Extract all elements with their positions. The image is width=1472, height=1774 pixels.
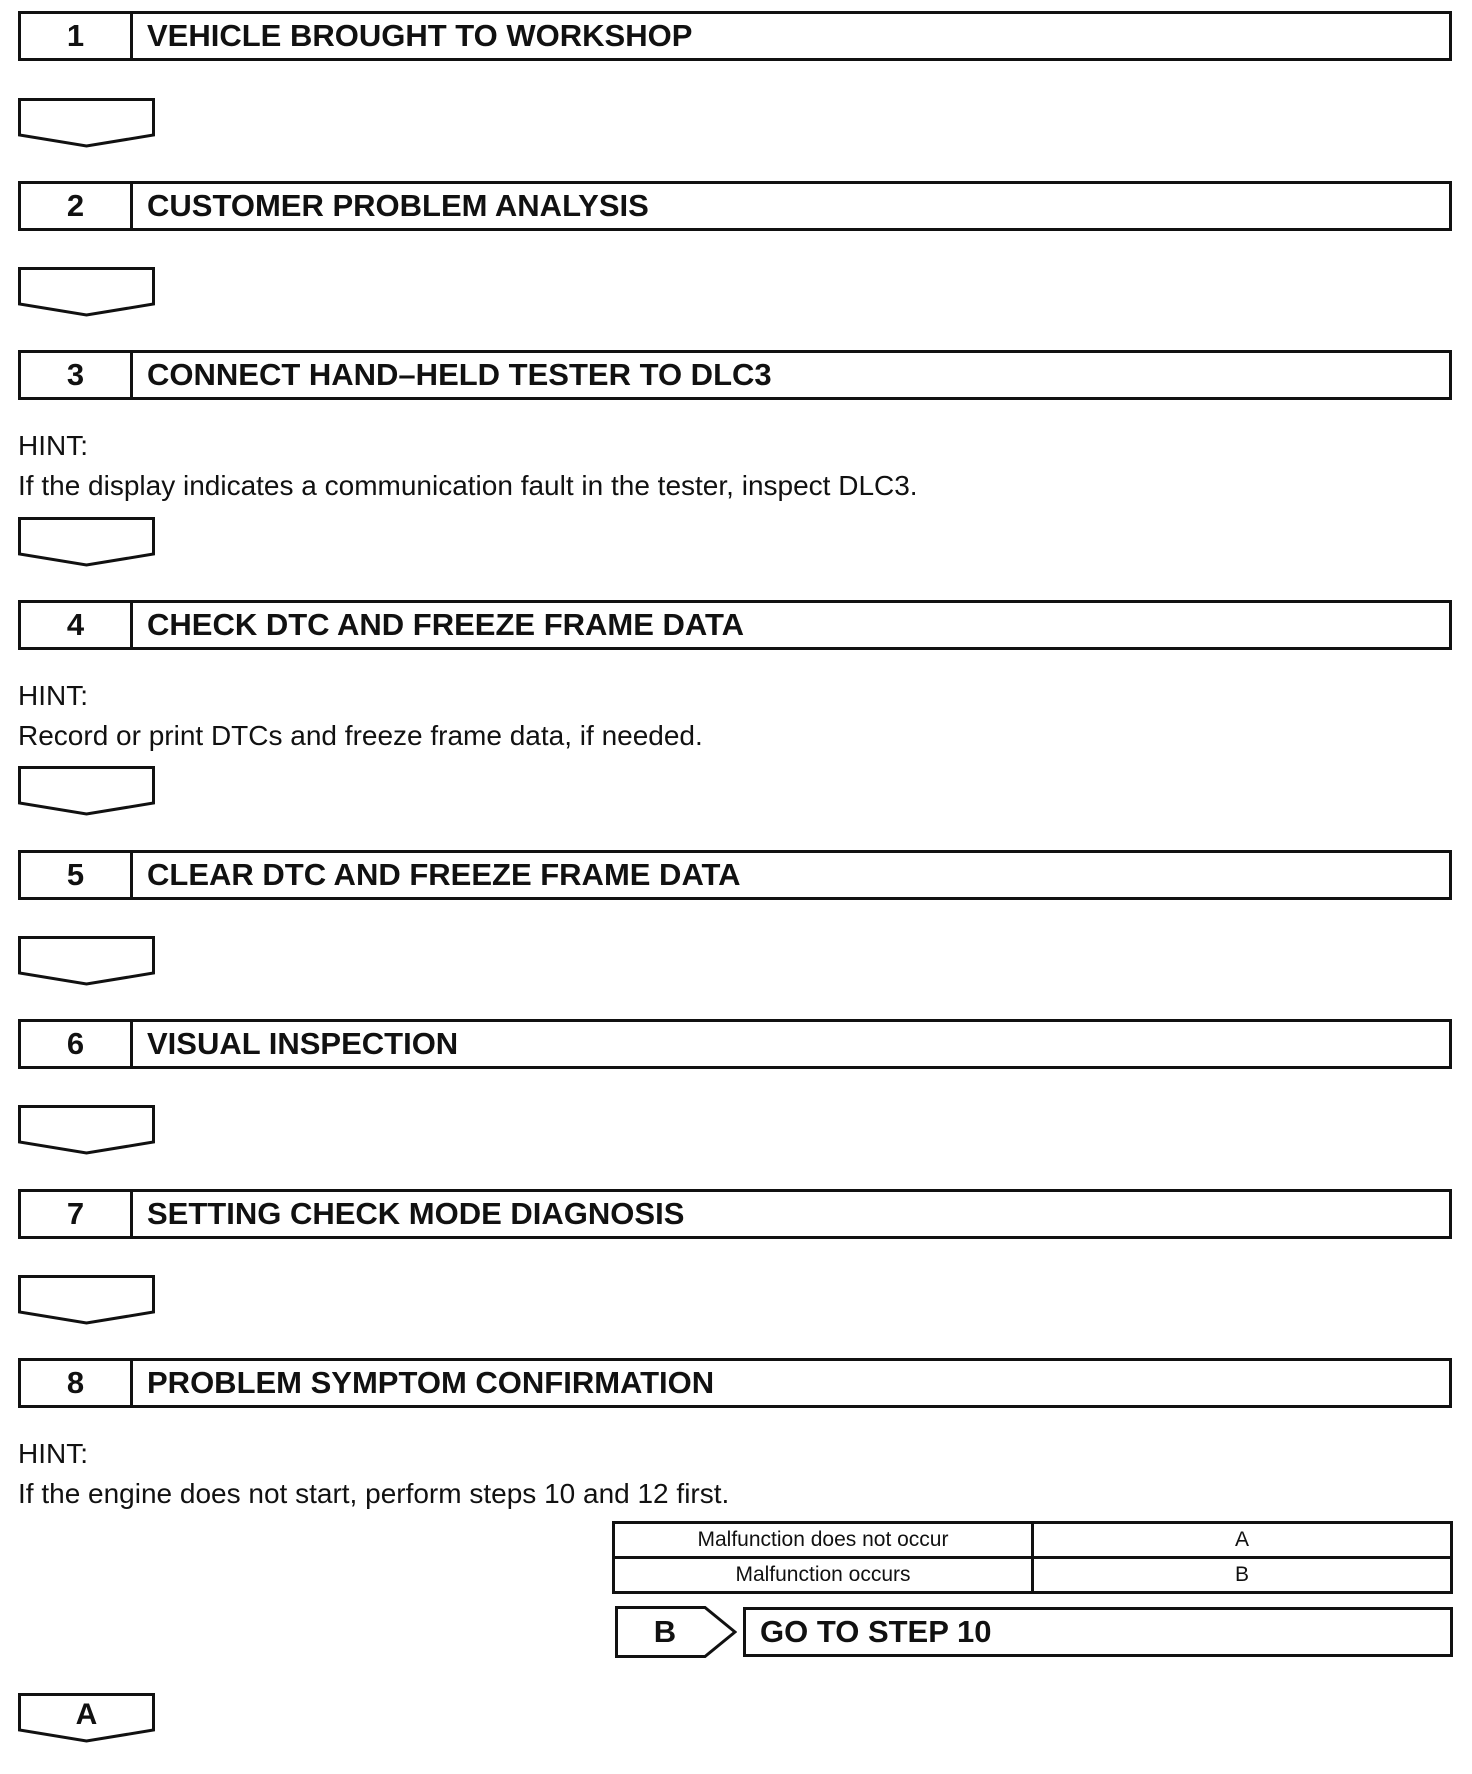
hint-label: HINT: [18, 1438, 88, 1469]
step-number: 2 [21, 184, 133, 228]
hint-text: Record or print DTCs and freeze frame data, if needed. [18, 720, 703, 751]
goto-step-text: GO TO STEP 10 [760, 1614, 992, 1649]
step-title: CUSTOMER PROBLEM ANALYSIS [147, 188, 649, 223]
step-title: VEHICLE BROUGHT TO WORKSHOP [147, 18, 693, 53]
step-number: 6 [21, 1022, 133, 1066]
flow-arrow-icon [18, 267, 155, 317]
step-number: 8 [21, 1361, 133, 1405]
condition-cell: Malfunction does not occur [614, 1523, 1033, 1558]
flow-arrow-icon [18, 766, 155, 816]
step-2-box [18, 181, 1452, 231]
step-title: PROBLEM SYMPTOM CONFIRMATION [147, 1365, 715, 1400]
flow-arrow-a [18, 1693, 155, 1743]
hint-text: If the display indicates a communication fault in the tester, inspect DLC3. [18, 470, 918, 501]
arrow-label: A [75, 1698, 98, 1731]
result-table [612, 1521, 1453, 1594]
flow-arrow-icon [18, 98, 155, 148]
table-row [614, 1558, 1452, 1593]
step-4-box [18, 600, 1452, 650]
hint-label: HINT: [18, 680, 88, 711]
flow-arrow-icon [18, 1275, 155, 1325]
table-row [614, 1523, 1452, 1558]
step-3-box [18, 350, 1452, 400]
step-title: CHECK DTC AND FREEZE FRAME DATA [147, 607, 745, 642]
hint-label: HINT: [18, 430, 88, 461]
flow-arrow-icon [18, 1105, 155, 1155]
step-title: CONNECT HAND–HELD TESTER TO DLC3 [147, 357, 772, 392]
condition-cell: Malfunction occurs [614, 1558, 1033, 1593]
step-number: 5 [21, 853, 133, 897]
step-number: 1 [21, 14, 133, 58]
result-cell: B [1033, 1558, 1452, 1593]
goto-step-box [743, 1607, 1453, 1657]
flow-arrow-icon [18, 517, 155, 567]
step-number: 4 [21, 603, 133, 647]
step-number: 7 [21, 1192, 133, 1236]
branch-letter: B [653, 1614, 677, 1649]
result-cell: A [1033, 1523, 1452, 1558]
step-7-box [18, 1189, 1452, 1239]
step-8-box [18, 1358, 1452, 1408]
flow-arrow-icon [18, 936, 155, 986]
step-title: VISUAL INSPECTION [147, 1026, 459, 1061]
step-title: SETTING CHECK MODE DIAGNOSIS [147, 1196, 685, 1231]
step-number: 3 [21, 353, 133, 397]
step-6-box [18, 1019, 1452, 1069]
step-1-box [18, 11, 1452, 61]
step-5-box [18, 850, 1452, 900]
step-title: CLEAR DTC AND FREEZE FRAME DATA [147, 857, 741, 892]
branch-tag [615, 1606, 737, 1658]
hint-text: If the engine does not start, perform steps 10 and 12 first. [18, 1478, 730, 1509]
